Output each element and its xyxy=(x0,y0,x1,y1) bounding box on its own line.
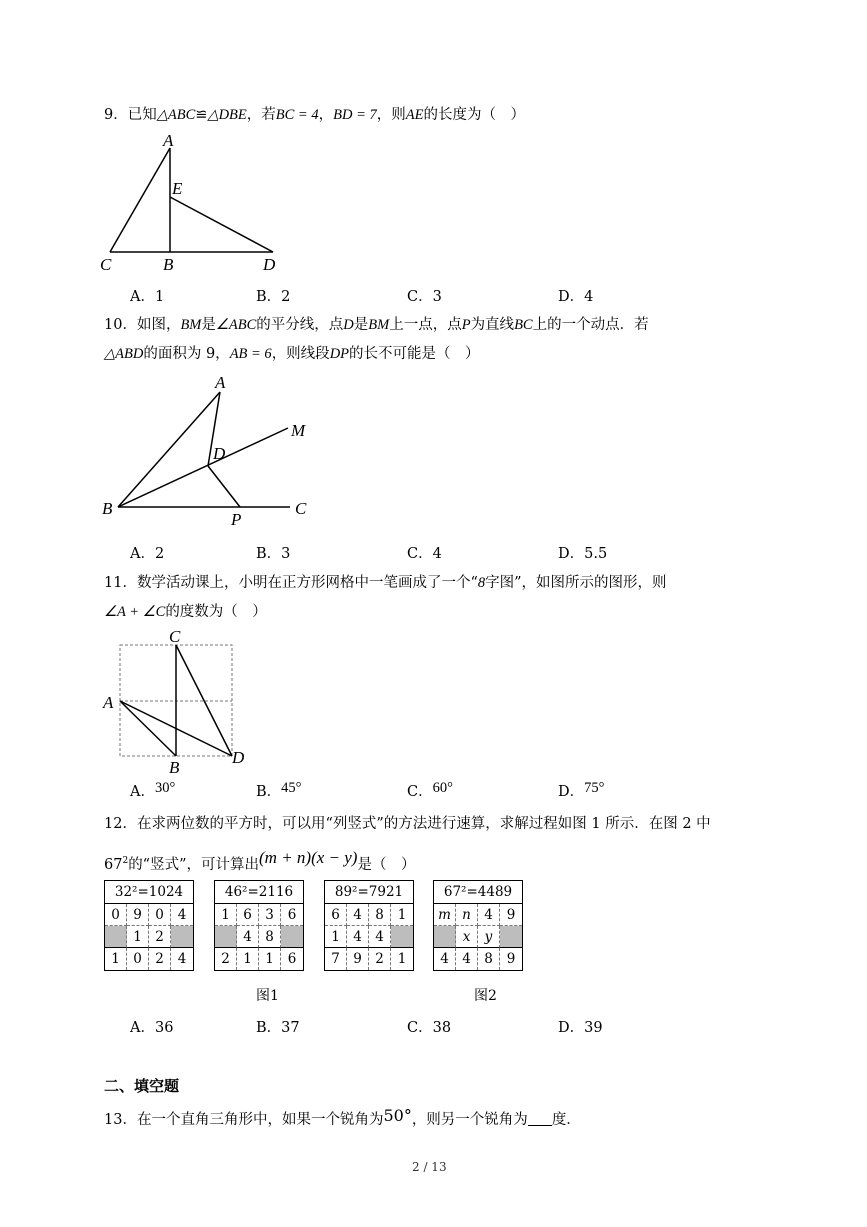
q12-table-cell: 2 xyxy=(215,948,237,970)
page-number: 2 / 13 xyxy=(412,1160,447,1174)
q12-table-cell: 4 xyxy=(237,926,259,948)
q12-table-title: 32²=1024 xyxy=(105,881,193,904)
q12-table-cell xyxy=(105,926,127,948)
q12-table-cell: 6 xyxy=(325,904,347,926)
q12-table-cell: 1 xyxy=(397,951,407,967)
q12-table-cell: 7 xyxy=(325,948,347,970)
q12-stem-line2: $67^2$的“竖式”，可计算出(m + n)(x − y)是（ ） xyxy=(104,848,416,873)
q12-table xyxy=(104,880,194,971)
q12-table xyxy=(214,880,304,971)
q10-option-c[interactable]: C．4 xyxy=(407,546,442,562)
q10-label-a: A xyxy=(215,373,226,392)
q12-option-a[interactable]: A．36 xyxy=(130,1020,174,1036)
q12-table xyxy=(324,880,414,971)
q11-stem-line2: ∠A + ∠C的度数为（ ） xyxy=(104,604,267,620)
q12-table-cell xyxy=(500,926,522,948)
q12-table-cell xyxy=(391,926,413,948)
q9-option-c[interactable]: C．3 xyxy=(407,289,442,305)
q12-table-cell: 1 xyxy=(237,948,259,970)
q10-label-d: D xyxy=(213,444,226,463)
q10-stem-line2: △ABD的面积为 9，AB = 6，则线段DP的长不可能是（ ） xyxy=(104,346,480,362)
q12-table-cell xyxy=(281,926,303,948)
q11-option-d[interactable]: D．75° xyxy=(558,780,605,800)
q12-table-cell: y xyxy=(478,926,500,948)
q11-label-a: A xyxy=(103,693,114,712)
q12-table-cell: x xyxy=(456,926,478,948)
q11-figure xyxy=(100,625,250,775)
section-title: 二、填空题 xyxy=(104,1077,180,1095)
q9-stem: 9．已知△ABC≌△DBE，若BC = 4，BD = 7，则AE的长度为（ ） xyxy=(104,107,525,123)
q11-option-a[interactable]: A．30° xyxy=(130,780,176,800)
q9-option-d[interactable]: D．4 xyxy=(558,289,594,305)
q12-table-cell: 9 xyxy=(347,948,369,970)
q12-option-c[interactable]: C．38 xyxy=(407,1020,452,1036)
q12-table-cell: 0 xyxy=(149,904,171,926)
q12-table-cell: 2 xyxy=(149,948,171,970)
q12-fig1-caption: 图1 xyxy=(256,988,279,1004)
q12-table-cell: 4 xyxy=(347,904,369,926)
q10-figure xyxy=(95,370,335,535)
q11-label-b: B xyxy=(169,758,180,775)
q12-table-cell xyxy=(171,926,193,948)
q12-fig2-caption: 图2 xyxy=(474,988,497,1004)
q12-table-cell: 4 xyxy=(369,926,391,948)
q10-option-b[interactable]: B．3 xyxy=(256,546,291,562)
q12-table-cell: 2 xyxy=(149,926,171,948)
q12-table-cell: 8 xyxy=(478,948,500,970)
q12-table-cell xyxy=(215,926,237,948)
q10-label-m: M xyxy=(291,421,306,440)
q12-table-cell: 1 xyxy=(325,926,347,948)
q12-table-cell: 9 xyxy=(127,904,149,926)
q12-table-cell: 4 xyxy=(478,904,500,926)
q11-option-c[interactable]: C．60° xyxy=(407,780,453,800)
q12-table-cell: 4 xyxy=(177,951,187,967)
q11-label-c: C xyxy=(169,627,181,646)
q9-label-d: D xyxy=(263,255,276,274)
q12-table-cell: 2 xyxy=(369,948,391,970)
q12-table xyxy=(433,880,523,971)
q10-label-p: P xyxy=(231,510,242,529)
q10-stem-line1: 10．如图，BM是∠ABC的平分线，点D是BM上一点，点P为直线BC上的一个动点．若 xyxy=(104,317,649,333)
q12-option-b[interactable]: B．37 xyxy=(256,1020,300,1036)
q9-option-b[interactable]: B．2 xyxy=(256,289,291,305)
q11-option-b[interactable]: B．45° xyxy=(256,780,302,800)
q12-table-cell: 1 xyxy=(105,948,127,970)
q10-label-c: C xyxy=(295,499,307,518)
q10-label-b: B xyxy=(102,499,113,518)
q12-table-cell: n xyxy=(456,904,478,926)
q9-option-a[interactable]: A．1 xyxy=(130,289,165,305)
q9-label-a: A xyxy=(163,131,174,150)
q12-table-cell: 1 xyxy=(127,926,149,948)
q12-table-cell: 6 xyxy=(287,951,297,967)
q12-table-cell: 1 xyxy=(259,948,281,970)
q9-figure xyxy=(95,130,295,275)
q9-label-b: B xyxy=(163,255,174,274)
q12-table-cell: m xyxy=(434,904,456,926)
q12-table-cell: 1 xyxy=(391,904,413,926)
q12-table-cell xyxy=(434,926,456,948)
q12-table-cell: 1 xyxy=(215,904,237,926)
q13-stem: 13．在一个直角三角形中，如果一个锐角为50°，则另一个锐角为 度． xyxy=(104,1106,581,1128)
q12-table-cell: 4 xyxy=(434,948,456,970)
q12-table-cell: 8 xyxy=(259,926,281,948)
q12-table-cell: 0 xyxy=(105,904,127,926)
q12-table-title: 89²=7921 xyxy=(325,881,413,904)
q11-label-d: D xyxy=(232,748,245,767)
q10-option-d[interactable]: D．5.5 xyxy=(558,546,608,562)
q11-stem-line1: 11．数学活动课上，小明在正方形网格中一笔画成了一个“8字图”，如图所示的图形，则 xyxy=(104,575,667,591)
q13-answer-blank[interactable] xyxy=(528,1111,552,1126)
q10-option-a[interactable]: A．2 xyxy=(130,546,165,562)
q12-table-cell: 4 xyxy=(347,926,369,948)
q12-table-cell: 9 xyxy=(506,951,516,967)
q12-stem-line1: 12．在求两位数的平方时，可以用“列竖式”的方法进行速算，求解过程如图 1 所示．在图 2 中 xyxy=(104,816,711,832)
q12-table-cell: 6 xyxy=(281,904,303,926)
q12-option-d[interactable]: D．39 xyxy=(558,1020,603,1036)
q9-label-c: C xyxy=(100,255,112,274)
q9-label-e: E xyxy=(172,179,183,198)
q12-table-cell: 3 xyxy=(259,904,281,926)
q12-table-cell: 8 xyxy=(369,904,391,926)
q12-table-title: 46²=2116 xyxy=(215,881,303,904)
q12-table-title: 67²=4489 xyxy=(434,881,522,904)
q12-table-cell: 4 xyxy=(171,904,193,926)
q12-table-cell: 4 xyxy=(456,948,478,970)
q12-table-cell: 0 xyxy=(127,948,149,970)
q12-table-cell: 9 xyxy=(500,904,522,926)
q12-table-cell: 6 xyxy=(237,904,259,926)
